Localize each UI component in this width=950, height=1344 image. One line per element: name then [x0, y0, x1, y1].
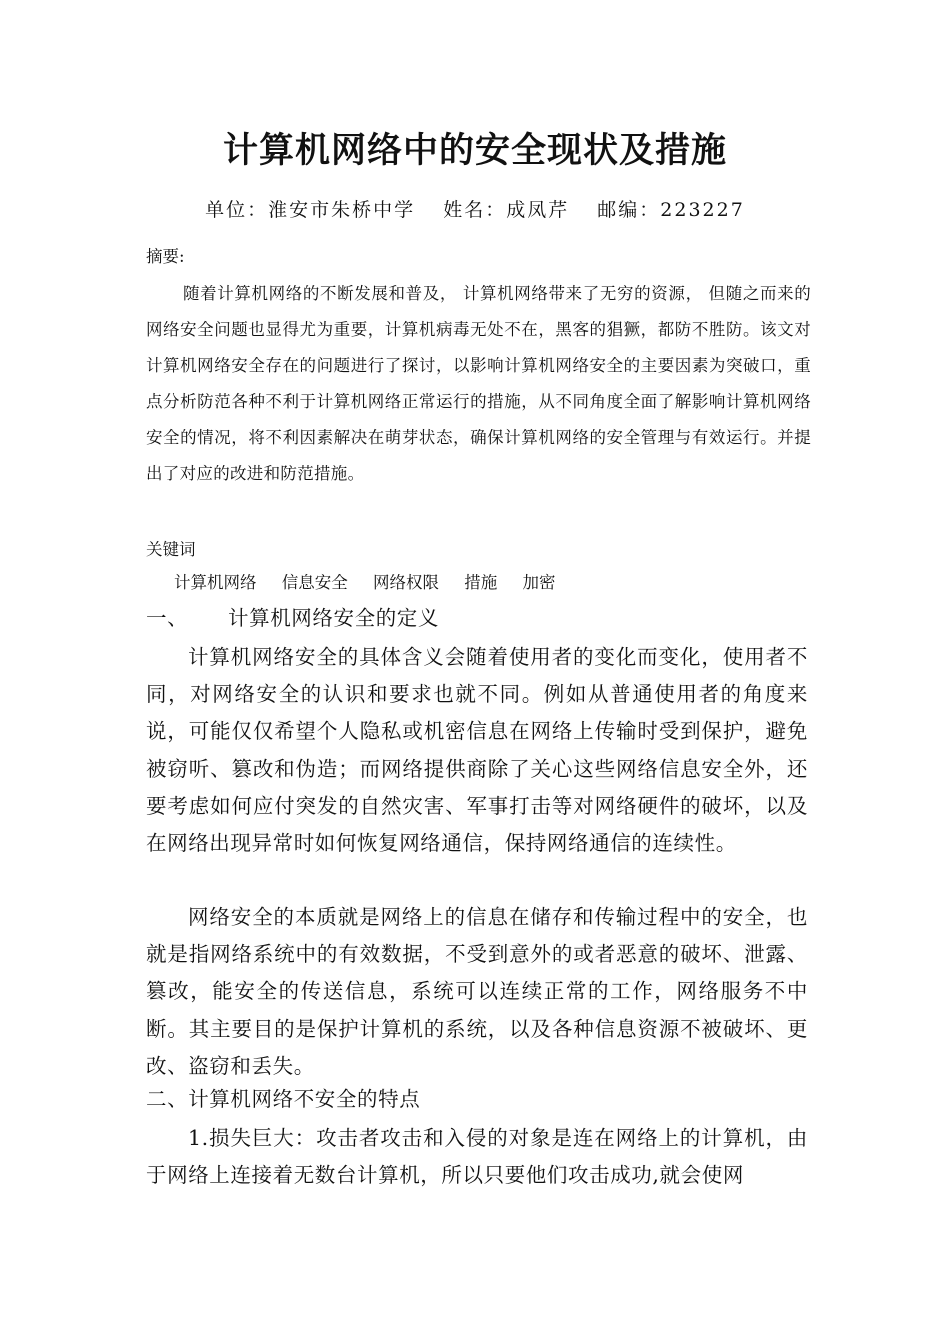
section-1-number: 一、: [146, 606, 189, 630]
keywords-list: [146, 569, 811, 597]
section-2-paragraph-1: 1.损失巨大：攻击者攻击和入侵的对象是连在网络上的计算机，由于网络上连接着无数台计算机，所以只要他们攻击成功,就会使网: [146, 1126, 808, 1188]
keyword: 信息安全: [281, 573, 348, 592]
keyword: 措施: [464, 573, 498, 592]
author-name: 姓名：成凤芹: [443, 199, 570, 221]
author-line: [0, 196, 950, 224]
keyword: 加密: [522, 573, 556, 592]
abstract-label: 摘要:: [146, 247, 185, 266]
section-1-paragraph-2: 网络安全的本质就是网络上的信息在储存和传输过程中的安全，也就是指网络系统中的有效数据，不受到意外的或者恶意的破坏、泄露、篡改，能安全的传送信息，系统可以连续正常的工作，网络服务不中断。其主要目的是保护计算机的系统，以及各种信息资源不被破坏、更改、盗窃和丢失。: [146, 905, 808, 1078]
abstract-text: 随着计算机网络的不断发展和普及， 计算机网络带来了无穷的资源， 但随之而来的网络安全问题也显得尤为重要，计算机病毒无处不在，黑客的猖獗，都防不胜防。该文对计算机网络安全存在的问题进行了探讨，以影响计算机网络安全的主要因素为突破口，重点分析防范各种不利于计算机网络正常运行的措施，从不同角度全面了解影响计算机网络安全的情况，将不利因素解决在萌芽状态，确保计算机网络的安全管理与有效运行。并提出了对应的改进和防范措施。: [146, 284, 811, 483]
author-postcode: 邮编：223227: [597, 199, 745, 221]
section-1-title: 计算机网络安全的定义: [228, 606, 439, 630]
section-2-heading: 二、计算机网络不安全的特点: [146, 1087, 421, 1111]
keyword: 网络权限: [373, 573, 439, 592]
section-1-heading: [146, 602, 808, 634]
keyword: 计算机网络: [174, 573, 257, 592]
section-1-paragraph-1: 计算机网络安全的具体含义会随着使用者的变化而变化，使用者不同，对网络安全的认识和要求也就不同。例如从普通使用者的角度来说，可能仅仅希望个人隐私或机密信息在网络上传输时受到保护，避免被窃听、篡改和伪造；而网络提供商除了关心这些网络信息安全外，还要考虑如何应付突发的自然灾害、军事打击等对网络硬件的破坏，以及在网络出现异常时如何恢复网络通信，保持网络通信的连续性。: [146, 645, 808, 856]
author-unit: 单位：淮安市朱桥中学: [205, 199, 416, 221]
document-title: 计算机网络中的安全现状及措施: [222, 131, 727, 171]
keywords-label: 关键词: [146, 540, 196, 559]
